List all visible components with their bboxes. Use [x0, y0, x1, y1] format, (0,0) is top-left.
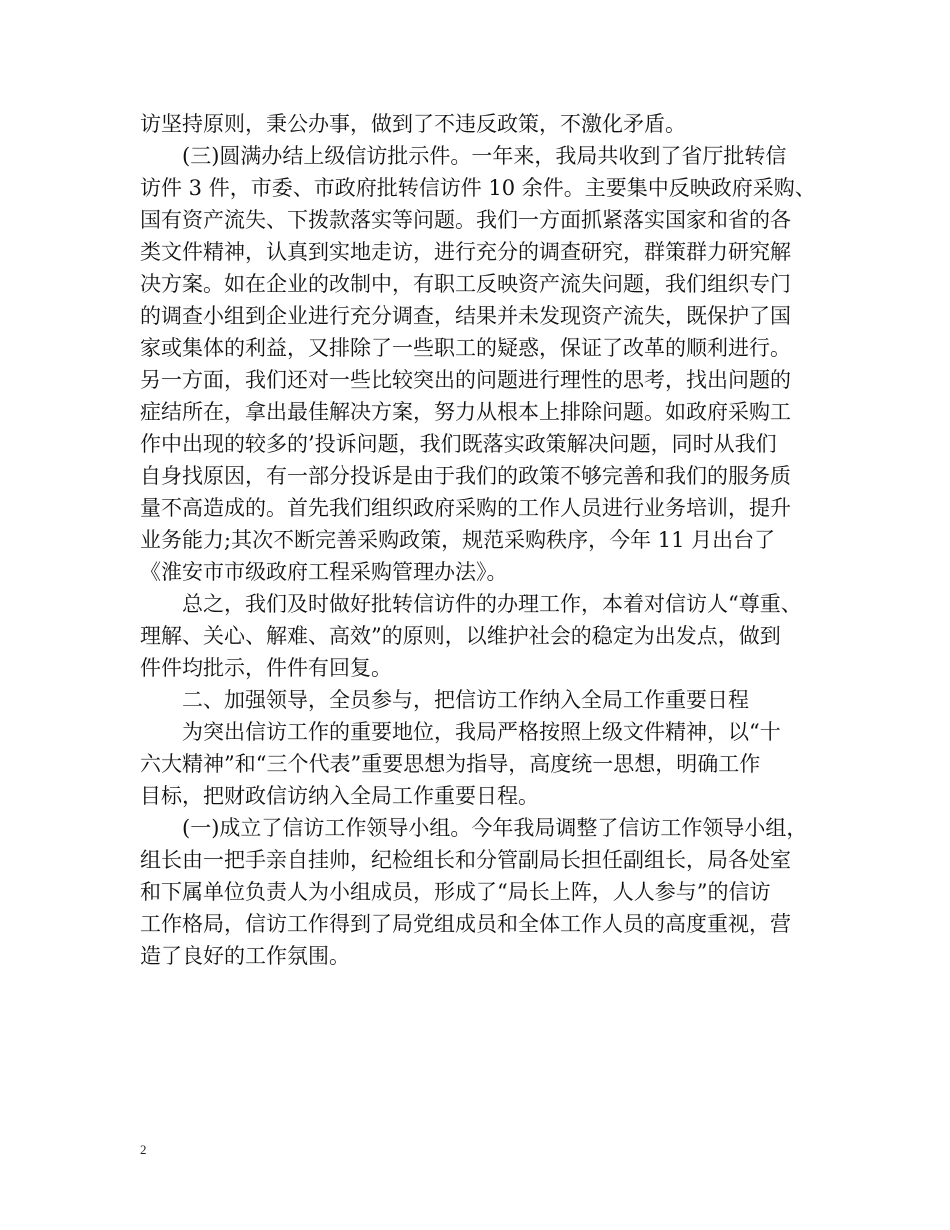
text-line: (三)圆满办结上级信访批示件。一年来，我局共收到了省厅批转信 — [182, 144, 787, 168]
text-line: (一)成立了信访工作领导小组。今年我局调整了信访工作领导小组， — [182, 816, 808, 840]
text-line: 另一方面，我们还对一些比较突出的问题进行理性的思考，找出问题的 — [140, 368, 791, 392]
text-line: 六大精神”和“三个代表”重要思想为指导，高度统一思想，明确工作 — [140, 752, 761, 776]
page-number: 2 — [140, 1142, 147, 1157]
text-line: 国有资产流失、下拨款落实等问题。我们一方面抓紧落实国家和省的各 — [140, 208, 791, 232]
text-line: 访件 3 件，市委、市政府批转信访件 10 余件。主要集中反映政府采购、 — [140, 176, 816, 200]
text-line: 访坚持原则，秉公办事，做到了不违反政策，不激化矛盾。 — [140, 112, 686, 136]
text-line: 《淮安市市级政府工程采购管理办法》。 — [140, 560, 508, 584]
text-line: 类文件精神，认真到实地走访，进行充分的调查研究，群策群力研究解 — [140, 240, 791, 264]
body-text — [140, 108, 820, 972]
text-line: 业务能力;其次不断完善采购政策，规范采购秩序，今年 11 月出台了 — [140, 528, 776, 552]
text-line: 件件均批示，件件有回复。 — [140, 656, 392, 680]
text-line: 工作格局，信访工作得到了局党组成员和全体工作人员的高度重视，营 — [140, 912, 791, 936]
text-line: 总之，我们及时做好批转信访件的办理工作，本着对信访人“尊重、 — [182, 592, 802, 616]
text-line: 家或集体的利益，又排除了一些职工的疑惑，保证了改革的顺利进行。 — [140, 336, 791, 360]
text-line: 作中出现的较多的’投诉问题，我们既落实政策解决问题，同时从我们 — [140, 432, 777, 456]
text-line: 和下属单位负责人为小组成员，形成了“局长上阵，人人参与”的信访 — [140, 880, 771, 904]
text-line: 量不高造成的。首先我们组织政府采购的工作人员进行业务培训，提升 — [140, 496, 791, 520]
text-line: 的调查小组到企业进行充分调查，结果并未发现资产流失，既保护了国 — [140, 304, 791, 328]
text-line: 组长由一把手亲自挂帅，纪检组长和分管副局长担任副组长，局各处室 — [140, 848, 791, 872]
text-line: 症结所在，拿出最佳解决方案，努力从根本上排除问题。如政府采购工 — [140, 400, 791, 424]
text-line: 为突出信访工作的重要地位，我局严格按照上级文件精神，以“十 — [182, 720, 781, 744]
text-line: 目标，把财政信访纳入全局工作重要日程。 — [140, 784, 539, 808]
text-line: 自身找原因，有一部分投诉是由于我们的政策不够完善和我们的服务质 — [140, 464, 791, 488]
text-line: 理解、关心、解难、高效”的原则，以维护社会的稳定为出发点，做到 — [140, 624, 781, 648]
section-heading: 二、加强领导，全员参与，把信访工作纳入全局工作重要日程 — [182, 688, 749, 712]
text-line: 决方案。如在企业的改制中，有职工反映资产流失问题，我们组织专门 — [140, 272, 791, 296]
text-line: 造了良好的工作氛围。 — [140, 944, 350, 968]
